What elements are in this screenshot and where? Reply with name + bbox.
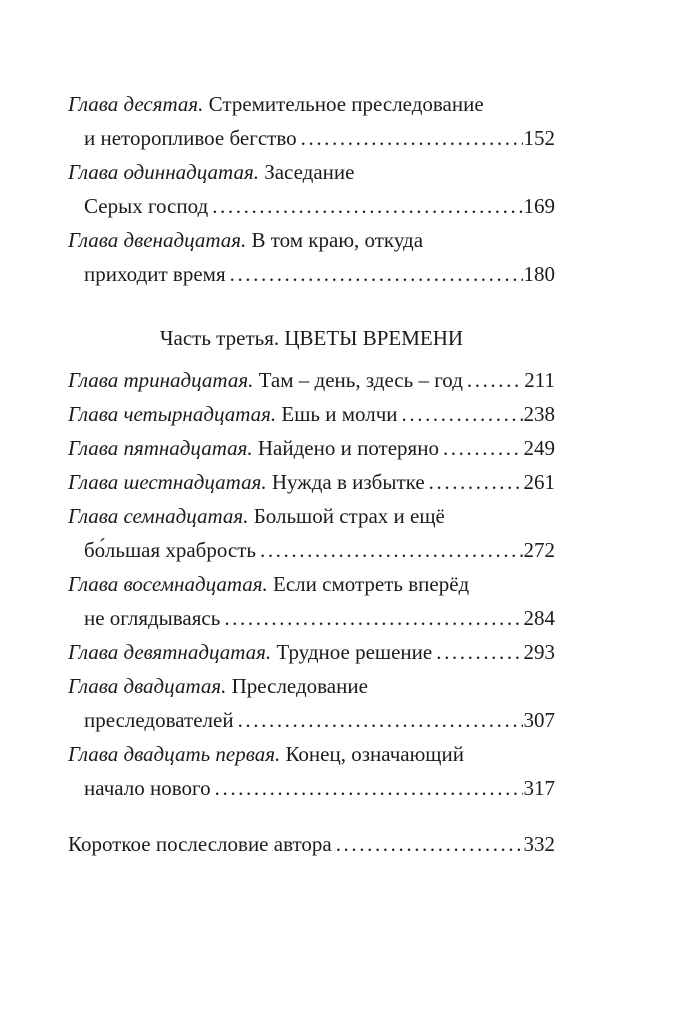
dot-leader xyxy=(301,121,523,155)
toc-entry xyxy=(68,635,555,669)
page-number: 238 xyxy=(523,402,555,426)
line-text: Найдено и потеряно xyxy=(252,436,439,460)
toc-entry xyxy=(68,669,555,737)
chapter-label: Глава семнадцатая. xyxy=(68,504,249,528)
line-text-group xyxy=(68,363,463,397)
dot-leader xyxy=(443,431,523,465)
line-text-group xyxy=(68,567,469,601)
toc-line xyxy=(68,87,555,121)
dot-leader xyxy=(429,465,523,499)
page-number: 152 xyxy=(523,126,555,150)
page-number: 211 xyxy=(524,368,555,392)
line-text: Нужда в избытке xyxy=(266,470,425,494)
toc-line xyxy=(68,121,555,155)
toc-line xyxy=(68,223,555,257)
chapter-label: Глава девятнадцатая. xyxy=(68,640,272,664)
line-text: Серых господ xyxy=(84,194,209,218)
line-text-group xyxy=(68,533,256,567)
toc-line xyxy=(68,533,555,567)
dot-leader xyxy=(212,189,522,223)
dot-leader xyxy=(436,635,522,669)
afterword-entry xyxy=(68,827,555,861)
line-text: Стремительное преследование xyxy=(203,92,484,116)
page-number: 317 xyxy=(523,776,555,800)
dot-leader xyxy=(260,533,523,567)
toc-line xyxy=(68,771,555,805)
line-text: приходит время xyxy=(84,262,226,286)
page-number: 169 xyxy=(523,194,555,218)
line-text: Там – день, здесь – год xyxy=(253,368,463,392)
chapter-label: Глава восемнадцатая. xyxy=(68,572,268,596)
page-number: 293 xyxy=(523,640,555,664)
toc-line xyxy=(68,397,555,431)
toc-entry xyxy=(68,431,555,465)
toc-line xyxy=(68,363,555,397)
toc-line xyxy=(68,189,555,223)
toc-line xyxy=(68,431,555,465)
line-text: Большой страх и ещё xyxy=(248,504,445,528)
line-text: бо́льшая храбрость xyxy=(84,538,256,562)
line-text-group xyxy=(68,431,439,465)
part-heading xyxy=(68,321,555,355)
line-text: преследователей xyxy=(84,708,234,732)
line-text: и неторопливое бегство xyxy=(84,126,297,150)
page-number: 261 xyxy=(523,470,555,494)
toc-entry xyxy=(68,499,555,567)
toc-entry xyxy=(68,397,555,431)
toc-line xyxy=(68,465,555,499)
toc-entry xyxy=(68,155,555,223)
line-text-group xyxy=(68,703,234,737)
dot-leader xyxy=(238,703,523,737)
toc-entry xyxy=(68,737,555,805)
line-text-group xyxy=(160,321,463,355)
chapter-label: Глава тринадцатая. xyxy=(68,368,254,392)
chapter-label: Глава двадцать первая. xyxy=(68,742,281,766)
toc-entry xyxy=(68,223,555,291)
table-of-contents xyxy=(68,87,555,861)
toc-line xyxy=(68,155,555,189)
dot-leader xyxy=(467,363,523,397)
line-text-group xyxy=(68,257,226,291)
line-text-group xyxy=(68,155,354,189)
line-text: Часть третья. ЦВЕТЫ ВРЕМЕНИ xyxy=(159,326,464,350)
chapter-label: Глава пятнадцатая. xyxy=(68,436,253,460)
toc-entry xyxy=(68,363,555,397)
line-text-group xyxy=(68,499,445,533)
line-text: Заседание xyxy=(258,160,355,184)
dot-leader xyxy=(402,397,523,431)
chapter-label: Глава одиннадцатая. xyxy=(68,160,259,184)
line-text-group xyxy=(68,87,484,121)
toc-entry xyxy=(68,567,555,635)
line-text-group xyxy=(68,465,425,499)
chapter-label: Глава шестнадцатая. xyxy=(68,470,267,494)
line-text-group xyxy=(68,121,297,155)
dot-leader xyxy=(230,257,523,291)
toc-line xyxy=(68,703,555,737)
line-text: Если смотреть вперёд xyxy=(267,572,470,596)
line-text: не оглядываясь xyxy=(84,606,221,630)
line-text-group xyxy=(68,223,423,257)
line-text: Преследование xyxy=(226,674,368,698)
line-text: Конец, означающий xyxy=(280,742,464,766)
line-text: Трудное решение xyxy=(271,640,433,664)
page-number: 249 xyxy=(523,436,555,460)
toc-entry xyxy=(68,465,555,499)
toc-line xyxy=(68,499,555,533)
line-text: Ешь и молчи xyxy=(276,402,398,426)
line-text-group xyxy=(68,771,211,805)
line-text: В том краю, откуда xyxy=(246,228,424,252)
line-text: начало нового xyxy=(84,776,211,800)
line-text-group xyxy=(68,397,398,431)
line-text-group xyxy=(68,635,432,669)
toc-line xyxy=(68,635,555,669)
toc-line xyxy=(68,601,555,635)
line-text: Короткое послесловие автора xyxy=(68,832,332,856)
line-text-group xyxy=(68,669,368,703)
page-number: 180 xyxy=(523,262,555,286)
toc-entry xyxy=(68,87,555,155)
dot-leader xyxy=(224,601,522,635)
chapter-label: Глава четырнадцатая. xyxy=(68,402,277,426)
dot-leader xyxy=(215,771,523,805)
line-text-group xyxy=(68,737,464,771)
toc-line xyxy=(68,827,555,861)
chapter-label: Глава десятая. xyxy=(68,92,204,116)
toc-line xyxy=(68,567,555,601)
toc-line xyxy=(68,321,555,355)
line-text-group xyxy=(68,827,332,861)
line-text-group xyxy=(68,601,220,635)
toc-line xyxy=(68,737,555,771)
line-text-group xyxy=(68,189,208,223)
page-number: 272 xyxy=(523,538,555,562)
dot-leader xyxy=(336,827,523,861)
chapter-label: Глава двенадцатая. xyxy=(68,228,247,252)
page-number: 332 xyxy=(523,832,555,856)
chapter-label: Глава двадцатая. xyxy=(68,674,227,698)
page-number: 307 xyxy=(523,708,555,732)
toc-line xyxy=(68,669,555,703)
toc-line xyxy=(68,257,555,291)
page-number: 284 xyxy=(523,606,555,630)
